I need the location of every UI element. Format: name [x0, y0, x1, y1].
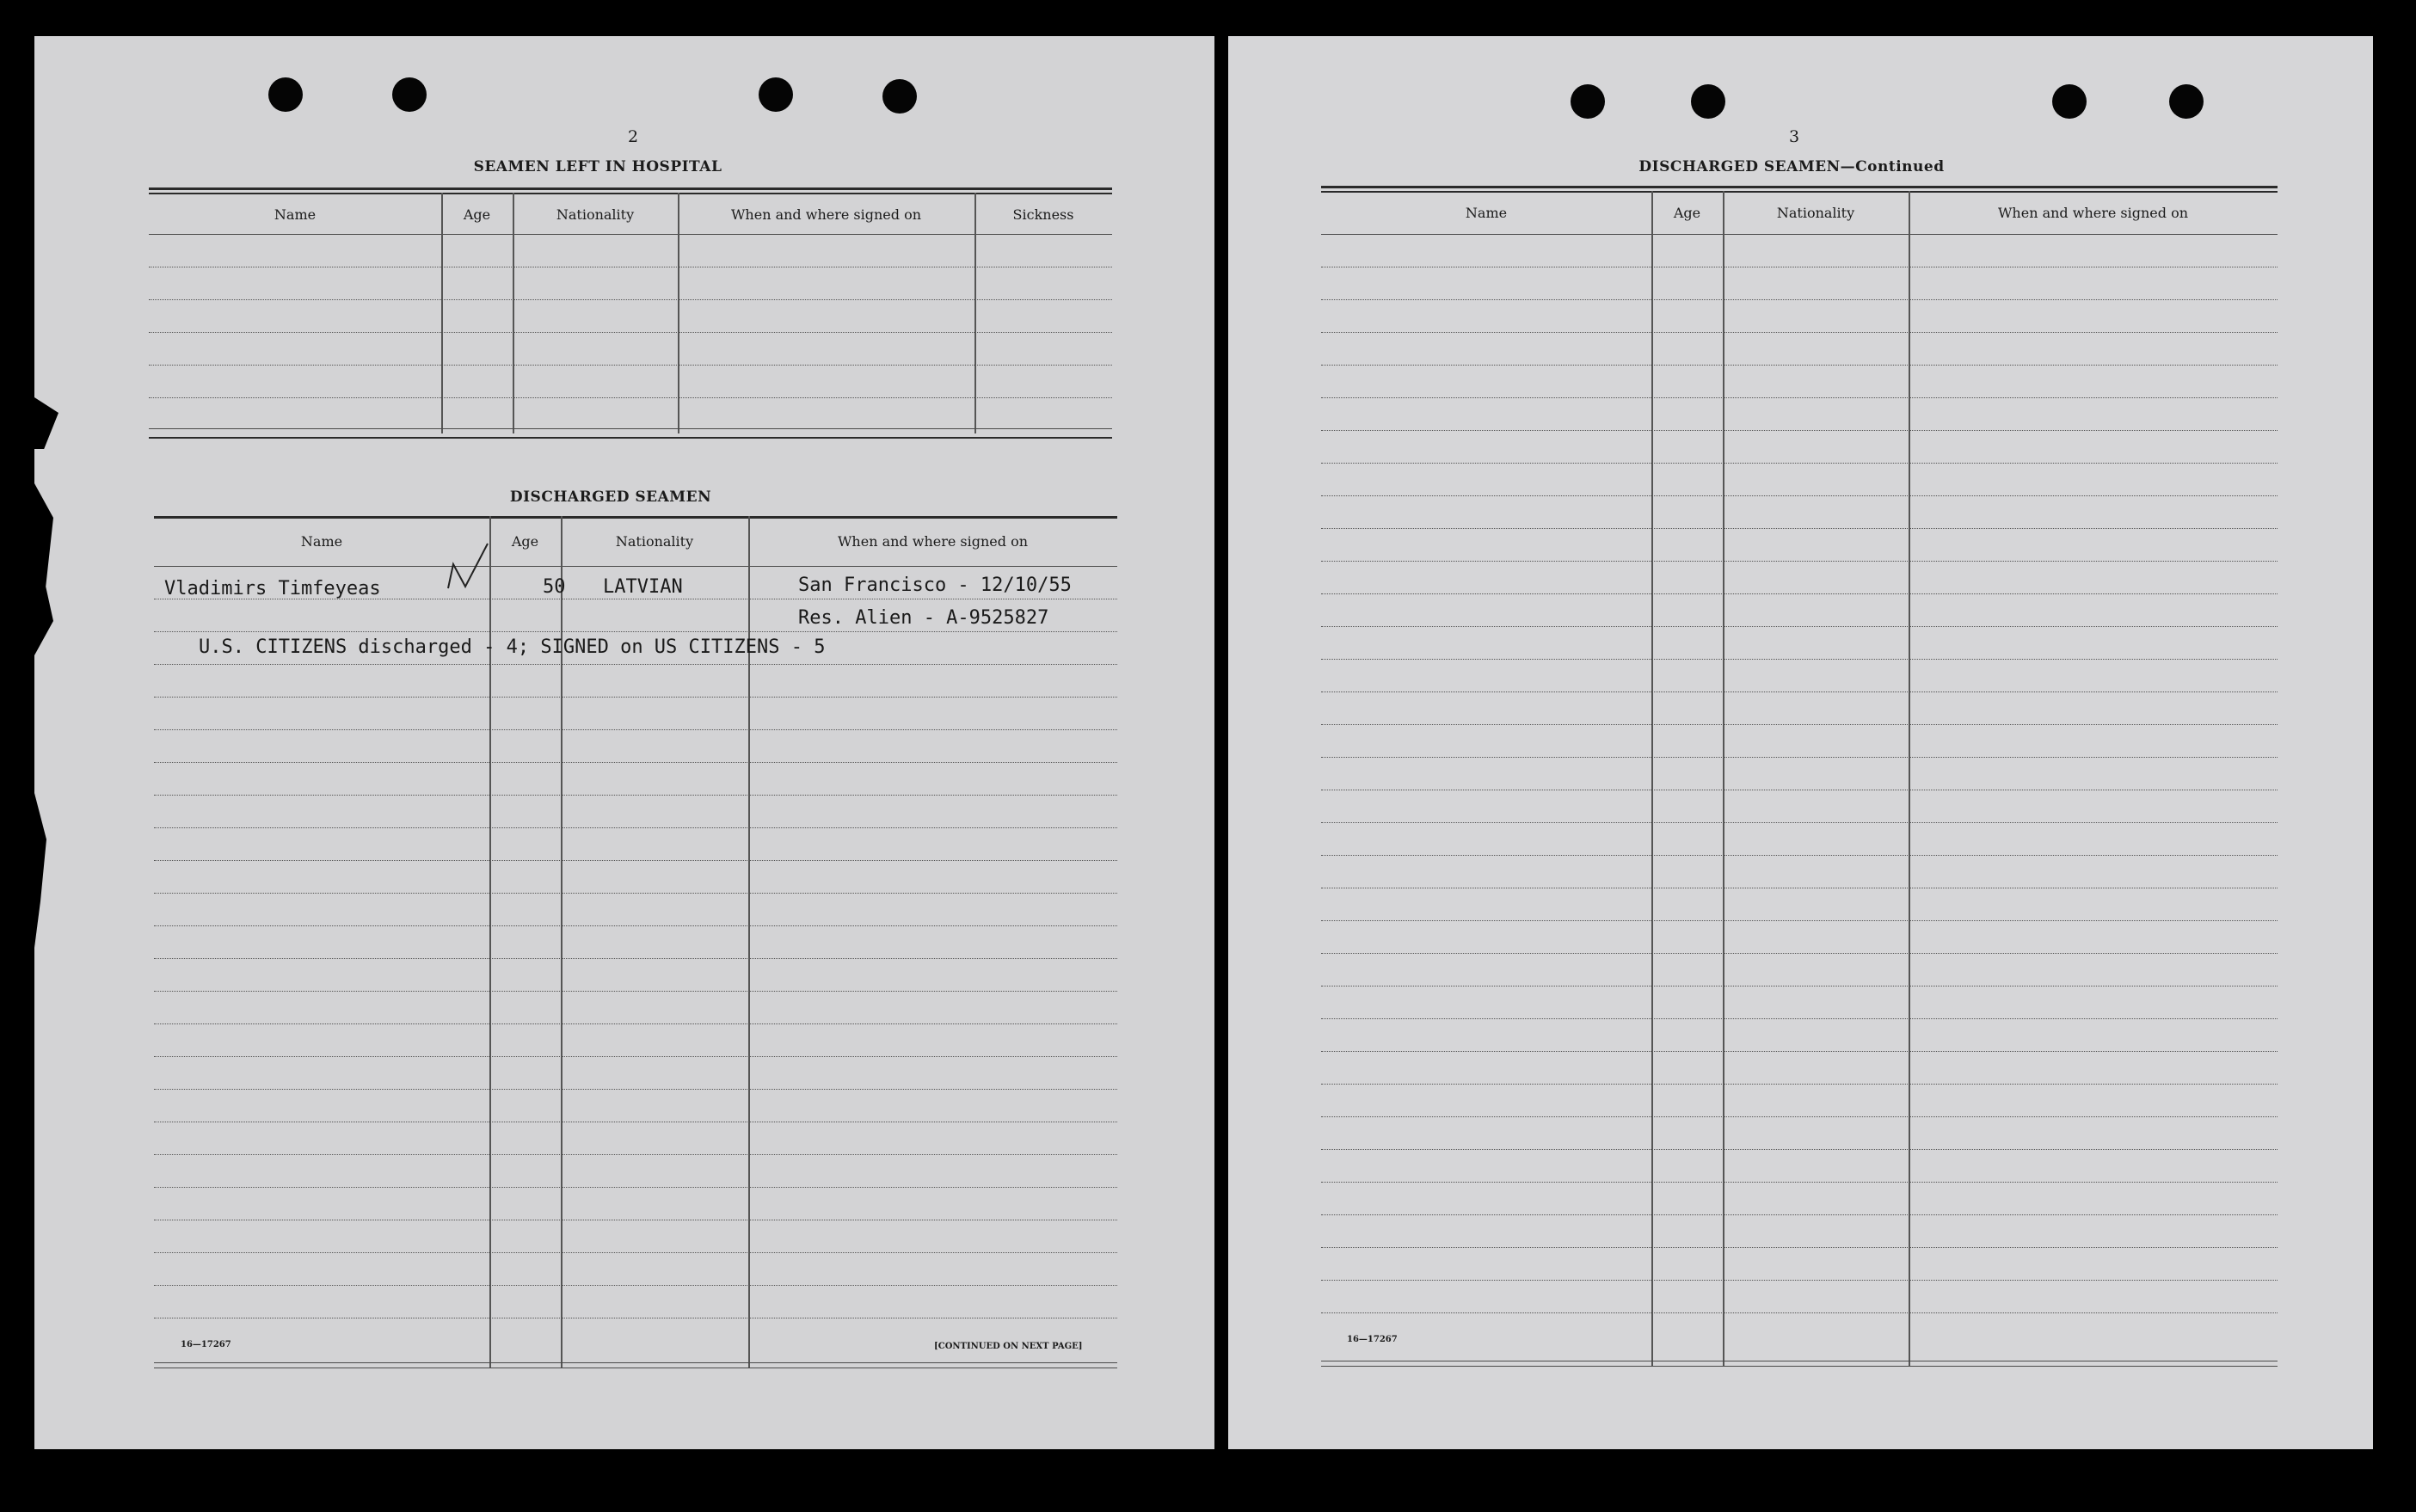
col-head-sickness: Sickness [1012, 206, 1074, 223]
col-head-nationality: Nationality [556, 206, 635, 223]
punch-hole [2169, 84, 2204, 119]
right-page [1228, 36, 2373, 1449]
col-head-age: Age [511, 533, 539, 550]
page-number: 2 [628, 127, 639, 146]
seaman-signed-on: San Francisco - 12/10/55 [798, 575, 1072, 596]
col-head-name: Name [300, 533, 343, 550]
form-number: 16—17267 [181, 1340, 231, 1349]
page-number: 3 [1789, 127, 1800, 146]
punch-hole [882, 79, 917, 114]
hospital-table [149, 187, 1112, 471]
torn-edge [34, 483, 53, 655]
discharged-table [154, 516, 1117, 1376]
punch-hole [268, 77, 303, 112]
seaman-name: Vladimirs Timfeyeas [164, 578, 381, 599]
discharged-continued-title: DISCHARGED SEAMEN—Continued [1638, 158, 1945, 175]
punch-hole [1691, 84, 1725, 119]
discharged-continued-table [1321, 186, 2278, 1373]
punch-hole [1571, 84, 1605, 119]
col-head-age: Age [463, 206, 491, 223]
punch-hole [392, 77, 427, 112]
col-head-name: Name [274, 206, 317, 223]
col-head-signed-on: When and where signed on [730, 206, 922, 223]
seaman-age: 50 [543, 576, 566, 598]
check-mark [441, 540, 493, 595]
punch-hole [2052, 84, 2087, 119]
torn-edge [34, 793, 46, 948]
hospital-section-title: SEAMEN LEFT IN HOSPITAL [473, 158, 722, 175]
left-page [34, 36, 1214, 1449]
torn-edge [34, 397, 58, 449]
punch-hole [759, 77, 793, 112]
col-head-signed-on: When and where signed on [837, 533, 1029, 550]
citizens-note: U.S. CITIZENS discharged - 4; SIGNED on US CITIZENS - 5 [199, 636, 826, 658]
col-head-age: Age [1673, 205, 1701, 221]
col-head-nationality: Nationality [615, 533, 694, 550]
form-number: 16—17267 [1347, 1335, 1398, 1344]
col-head-nationality: Nationality [1776, 205, 1855, 221]
seaman-nationality: LATVIAN [603, 576, 683, 598]
discharged-section-title: DISCHARGED SEAMEN [509, 489, 712, 506]
col-head-name: Name [1465, 205, 1508, 221]
seaman-alien-number: Res. Alien - A-9525827 [798, 607, 1049, 629]
col-head-signed-on: When and where signed on [1997, 205, 2189, 221]
continued-note: [CONTINUED ON NEXT PAGE] [934, 1342, 1083, 1351]
